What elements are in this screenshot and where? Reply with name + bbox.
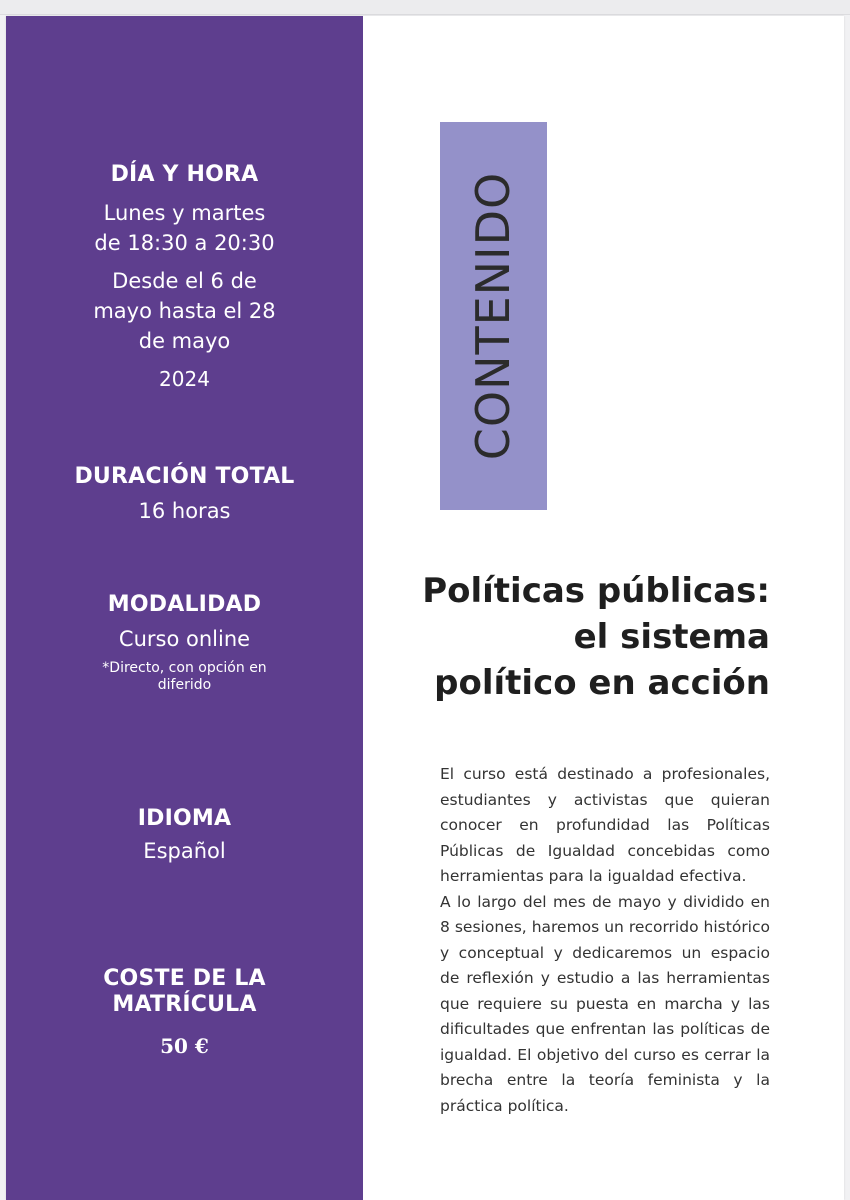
cost-heading-line-2: MATRÍCULA	[112, 992, 257, 1017]
course-info-sidebar	[6, 16, 363, 1200]
duration-heading: DURACIÓN TOTAL	[74, 464, 295, 489]
course-title	[410, 568, 770, 706]
course-title-line-2: el sistema	[573, 617, 770, 657]
schedule-dates-line-3: de mayo	[138, 329, 231, 353]
language-value: Español	[143, 839, 226, 863]
schedule-dates	[6, 266, 363, 356]
cost-price: 50 €	[160, 1034, 209, 1058]
schedule-dates-line-1: Desde el 6 de	[112, 269, 257, 293]
description-paragraph-2: A lo largo del mes de mayo y dividido en 8 sesiones, haremos un recorrido histórico y conceptual y dedicaremos un espacio de reflexión y estudio a las herramientas que requiere su puesta en marcha y las dificultades que enfrentan las políticas de igualdad. El objetivo del curso es cerrar la brecha entre la teoría feminista y la práctica política.	[440, 892, 770, 1115]
duration-value: 16 horas	[138, 499, 231, 523]
description-paragraph-1: El curso está destinado a profesionales, estudiantes y activistas que quieran conocer en profundidad las Políticas Públicas de Igualdad concebidas como herramientas para la igualdad efectiva.	[440, 765, 770, 885]
duration-section	[6, 464, 363, 526]
modality-section	[6, 592, 363, 694]
modality-value: Curso online	[118, 627, 251, 651]
schedule-section	[6, 162, 363, 394]
course-title-line-1: Políticas públicas:	[422, 571, 770, 611]
schedule-year: 2024	[159, 367, 210, 391]
modality-heading: MODALIDAD	[107, 592, 262, 617]
schedule-days	[6, 198, 363, 258]
section-label: CONTENIDO	[466, 171, 520, 461]
language-heading: IDIOMA	[137, 806, 232, 831]
language-section	[6, 806, 363, 866]
schedule-line-1: Lunes y martes	[103, 201, 266, 225]
cost-heading-line-1: COSTE DE LA	[103, 966, 266, 991]
schedule-line-2: de 18:30 a 20:30	[94, 231, 275, 255]
section-label-box	[440, 122, 547, 510]
modality-note: *Directo, con opción en diferido	[102, 660, 267, 693]
course-title-line-3: político en acción	[434, 663, 770, 703]
schedule-heading: DÍA Y HORA	[110, 162, 259, 187]
cost-section	[6, 966, 363, 1058]
schedule-dates-line-2: mayo hasta el 28	[93, 299, 276, 323]
course-description	[440, 762, 770, 1119]
window-top-edge	[0, 0, 850, 15]
cost-heading	[6, 966, 363, 1018]
